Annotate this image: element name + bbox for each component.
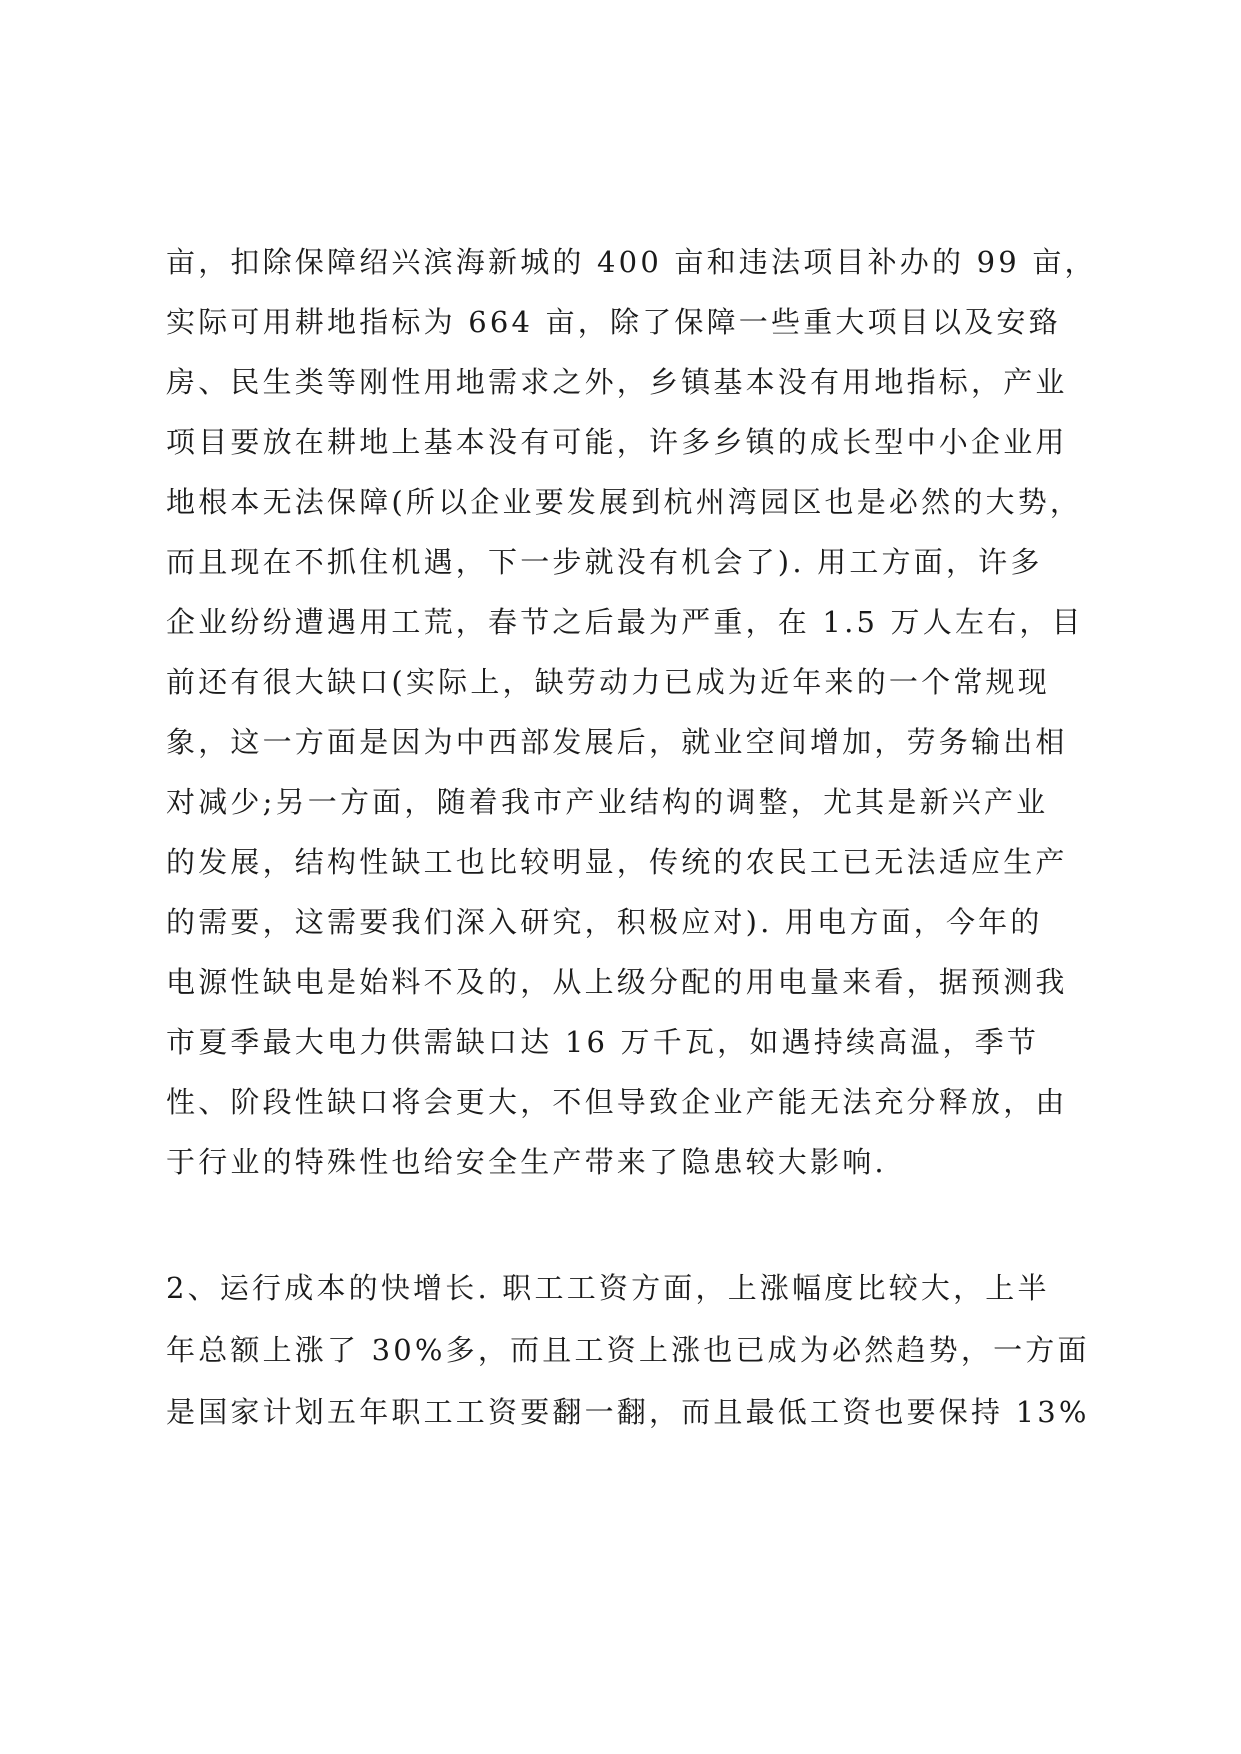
paragraph-2-line: 年总额上涨了 30%多，而且工资上涨也已成为必然趋势，一方面 <box>166 1333 1090 1367</box>
paragraph-1-line: 项目要放在耕地上基本没有可能，许多乡镇的成长型中小企业用 <box>166 425 1068 459</box>
paragraph-1-line: 地根本无法保障(所以企业要发展到杭州湾园区也是必然的大势， <box>166 485 1083 519</box>
paragraph-1-line: 象，这一方面是因为中西部发展后，就业空间增加，劳务输出相 <box>166 725 1068 759</box>
paragraph-1-line: 性、阶段性缺口将会更大，不但导致企业产能无法充分释放，由 <box>166 1085 1068 1119</box>
paragraph-1-line: 前还有很大缺口(实际上，缺劳动力已成为近年来的一个常规现 <box>166 665 1050 699</box>
paragraph-1-line: 企业纷纷遭遇用工荒，春节之后最为严重，在 1.5 万人左右，目 <box>166 605 1084 639</box>
paragraph-1-line: 于行业的特殊性也给安全生产带来了隐患较大影响. <box>166 1145 887 1179</box>
paragraph-2-line: 是国家计划五年职工工资要翻一翻，而且最低工资也要保持 13% <box>166 1395 1090 1429</box>
paragraph-1-line: 实际可用耕地指标为 664 亩，除了保障一些重大项目以及安臵 <box>166 305 1061 339</box>
paragraph-1-line: 对减少;另一方面，随着我市产业结构的调整，尤其是新兴产业 <box>166 785 1049 819</box>
paragraph-2-line: 2、运行成本的快增长. 职工工资方面，上涨幅度比较大，上半 <box>166 1271 1050 1305</box>
paragraph-1-line: 亩，扣除保障绍兴滨海新城的 400 亩和违法项目补办的 99 亩， <box>166 245 1097 279</box>
paragraph-1-line: 而且现在不抓住机遇，下一步就没有机会了). 用工方面，许多 <box>166 545 1043 579</box>
paragraph-1-line: 电源性缺电是始料不及的，从上级分配的用电量来看，据预测我 <box>166 965 1068 999</box>
paragraph-1-line: 的发展，结构性缺工也比较明显，传统的农民工已无法适应生产 <box>166 845 1068 879</box>
paragraph-1-line: 房、民生类等刚性用地需求之外，乡镇基本没有用地指标，产业 <box>166 365 1068 399</box>
paragraph-1-line: 市夏季最大电力供需缺口达 16 万千瓦，如遇持续高温，季节 <box>166 1025 1040 1059</box>
paragraph-1-line: 的需要，这需要我们深入研究，积极应对). 用电方面，今年的 <box>166 905 1043 939</box>
